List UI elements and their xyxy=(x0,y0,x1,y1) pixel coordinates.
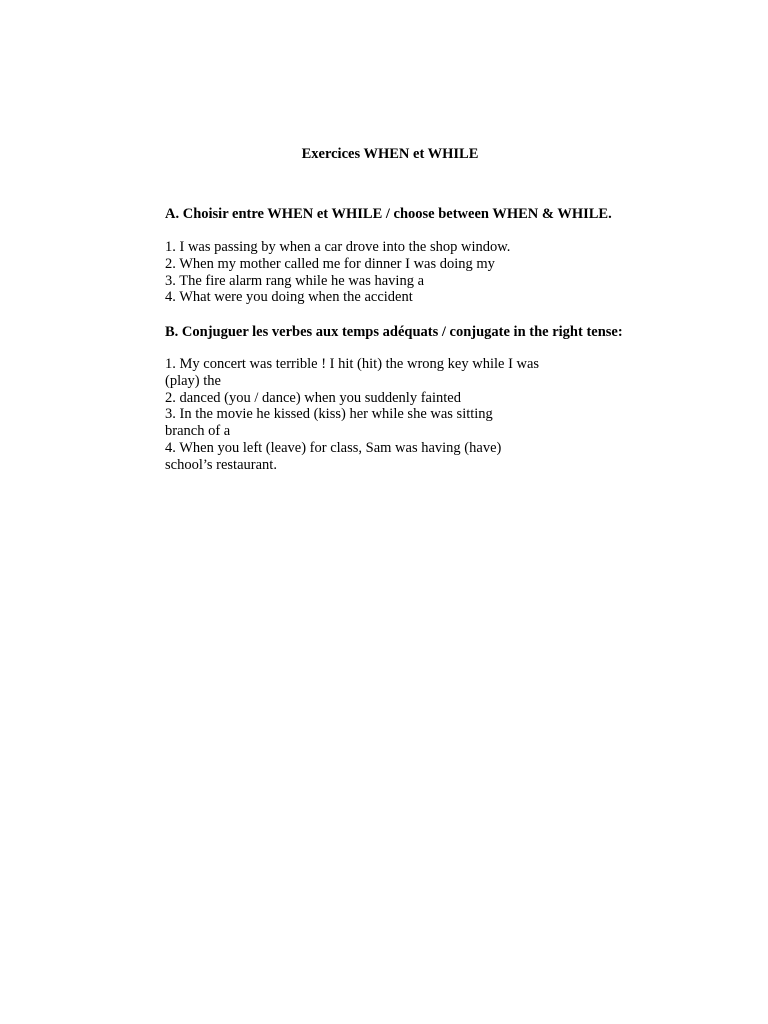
section-a-list xyxy=(165,239,510,306)
section-b-line: 2. danced (you / dance) when you suddenly fainted xyxy=(165,389,461,406)
section-b-line: branch of a xyxy=(165,423,231,440)
section-a-heading: A. Choisir entre WHEN et WHILE / choose between WHEN & WHILE. xyxy=(165,206,612,222)
section-b-line: 3. In the movie he kissed (kiss) her while she was sitting xyxy=(165,406,493,423)
section-b-line: (play) the xyxy=(165,372,221,389)
section-a-line: 2. When my mother called me for dinner I was doing my xyxy=(165,255,495,272)
document-title: Exercices WHEN et WHILE xyxy=(301,146,479,162)
section-a-line: 1. I was passing by when a car drove into the shop window. xyxy=(165,239,511,255)
section-b-list xyxy=(165,356,539,474)
section-b-line: school’s restaurant. xyxy=(165,456,277,473)
section-b-heading: B. Conjuguer les verbes aux temps adéquats / conjugate in the right tense: xyxy=(165,324,623,340)
section-b-line: 4. When you left (leave) for class, Sam was having (have) xyxy=(165,439,502,456)
section-a-line: 4. What were you doing when the accident xyxy=(165,289,413,306)
section-b-line: 1. My concert was terrible ! I hit (hit) the wrong key while I was xyxy=(165,356,540,372)
section-a-line: 3. The fire alarm rang while he was having a xyxy=(165,272,425,289)
